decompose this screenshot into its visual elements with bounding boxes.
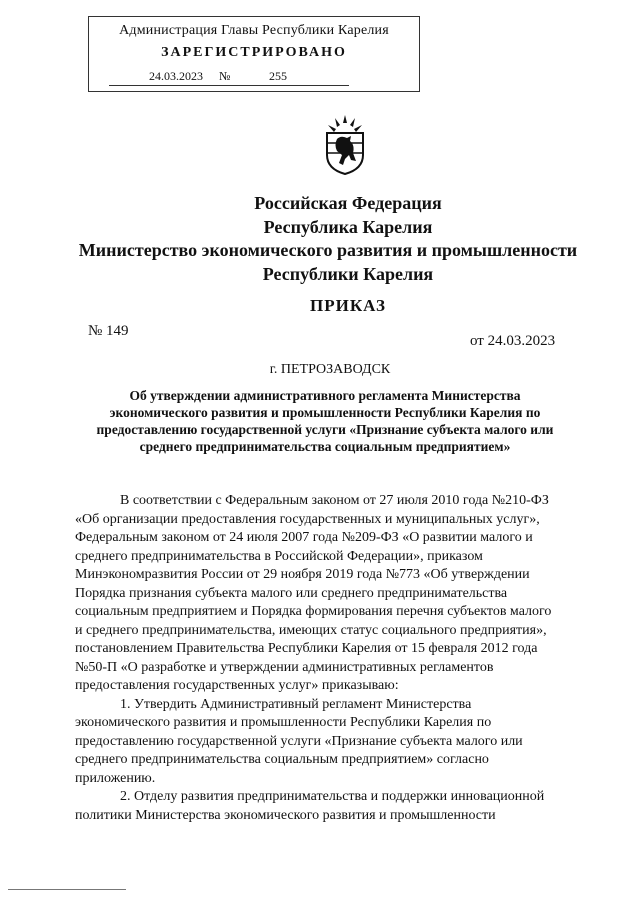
body-line: и среднего предпринимательства, имеющих статус социального предприятия», bbox=[75, 622, 547, 638]
body-line: среднего предпринимательства социальным предприятием» согласно bbox=[75, 752, 489, 767]
body-line: В соответствии с Федеральным законом от 27 июля 2010 года №210-ФЗ bbox=[120, 493, 549, 508]
body-line: предоставлению государственной услуги «Признание субъекта малого или bbox=[75, 733, 523, 749]
document-type: ПРИКАЗ bbox=[310, 296, 386, 315]
body-line: «Об организации предоставления государственных и муниципальных услуг», bbox=[75, 511, 540, 527]
body-line: среднего предпринимательства в Российской Федерации», приказом bbox=[75, 548, 483, 564]
header-country: Российская Федерация bbox=[254, 193, 442, 213]
subject-line: экономического развития и промышленности Республики Карелия по bbox=[109, 405, 541, 420]
footnote-divider bbox=[8, 889, 126, 890]
header-ministry-region: Республики Карелия bbox=[262, 264, 434, 284]
header-ministry: Министерство экономического развития и промышленности bbox=[78, 240, 578, 260]
body-line: Минэкономразвития России от 29 ноября 2019 года №773 «Об утверждении bbox=[75, 567, 530, 582]
body-line: политики Министерства экономического развития и промышленности bbox=[75, 807, 496, 823]
order-subject bbox=[90, 387, 560, 455]
stamp-date: 24.03.2023 bbox=[149, 69, 203, 83]
subject-line: среднего предпринимательства социальным предприятием» bbox=[139, 439, 511, 454]
karelia-coat-of-arms-icon bbox=[323, 115, 367, 175]
registration-stamp bbox=[88, 16, 420, 92]
subject-line: Об утверждении административного регламента Министерства bbox=[129, 388, 521, 403]
stamp-authority: Администрация Главы Республики Карелия bbox=[119, 23, 389, 38]
body-line: Порядка признания субъекта малого или среднего предпринимательства bbox=[75, 585, 508, 601]
body-line: экономического развития и промышленности Республики Карелия по bbox=[75, 715, 492, 730]
body-line: постановлением Правительства Республики Карелия от 15 февраля 2012 года bbox=[75, 641, 538, 656]
stamp-number-sign: № bbox=[219, 69, 231, 83]
body-line: приложению. bbox=[75, 770, 156, 786]
body-line: предоставления государственных услуг» приказываю: bbox=[75, 678, 399, 693]
body-line: Федеральным законом от 24 июля 2007 года №209-ФЗ «О развитии малого и bbox=[75, 530, 533, 545]
stamp-number: 255 bbox=[269, 69, 287, 83]
body-line: 2. Отделу развития предпринимательства и поддержки инновационной bbox=[120, 789, 545, 804]
subject-line: предоставлению государственной услуги «Признание субъекта малого или bbox=[96, 422, 554, 437]
stamp-registered: ЗАРЕГИСТРИРОВАНО bbox=[161, 45, 347, 60]
body-line: №50-П «О разработке и утверждении административных регламентов bbox=[75, 659, 494, 675]
order-date: от 24.03.2023 bbox=[470, 333, 556, 349]
header-region: Республика Карелия bbox=[263, 217, 433, 237]
order-city: г. ПЕТРОЗАВОДСК bbox=[269, 362, 391, 377]
order-body bbox=[75, 492, 600, 825]
stamp-date-line bbox=[109, 69, 349, 86]
order-number: № 149 bbox=[88, 323, 129, 339]
body-line: 1. Утвердить Административный регламент Министерства bbox=[120, 696, 472, 712]
body-line: социальным предприятием и Порядка формирования перечня субъектов малого bbox=[75, 604, 552, 619]
